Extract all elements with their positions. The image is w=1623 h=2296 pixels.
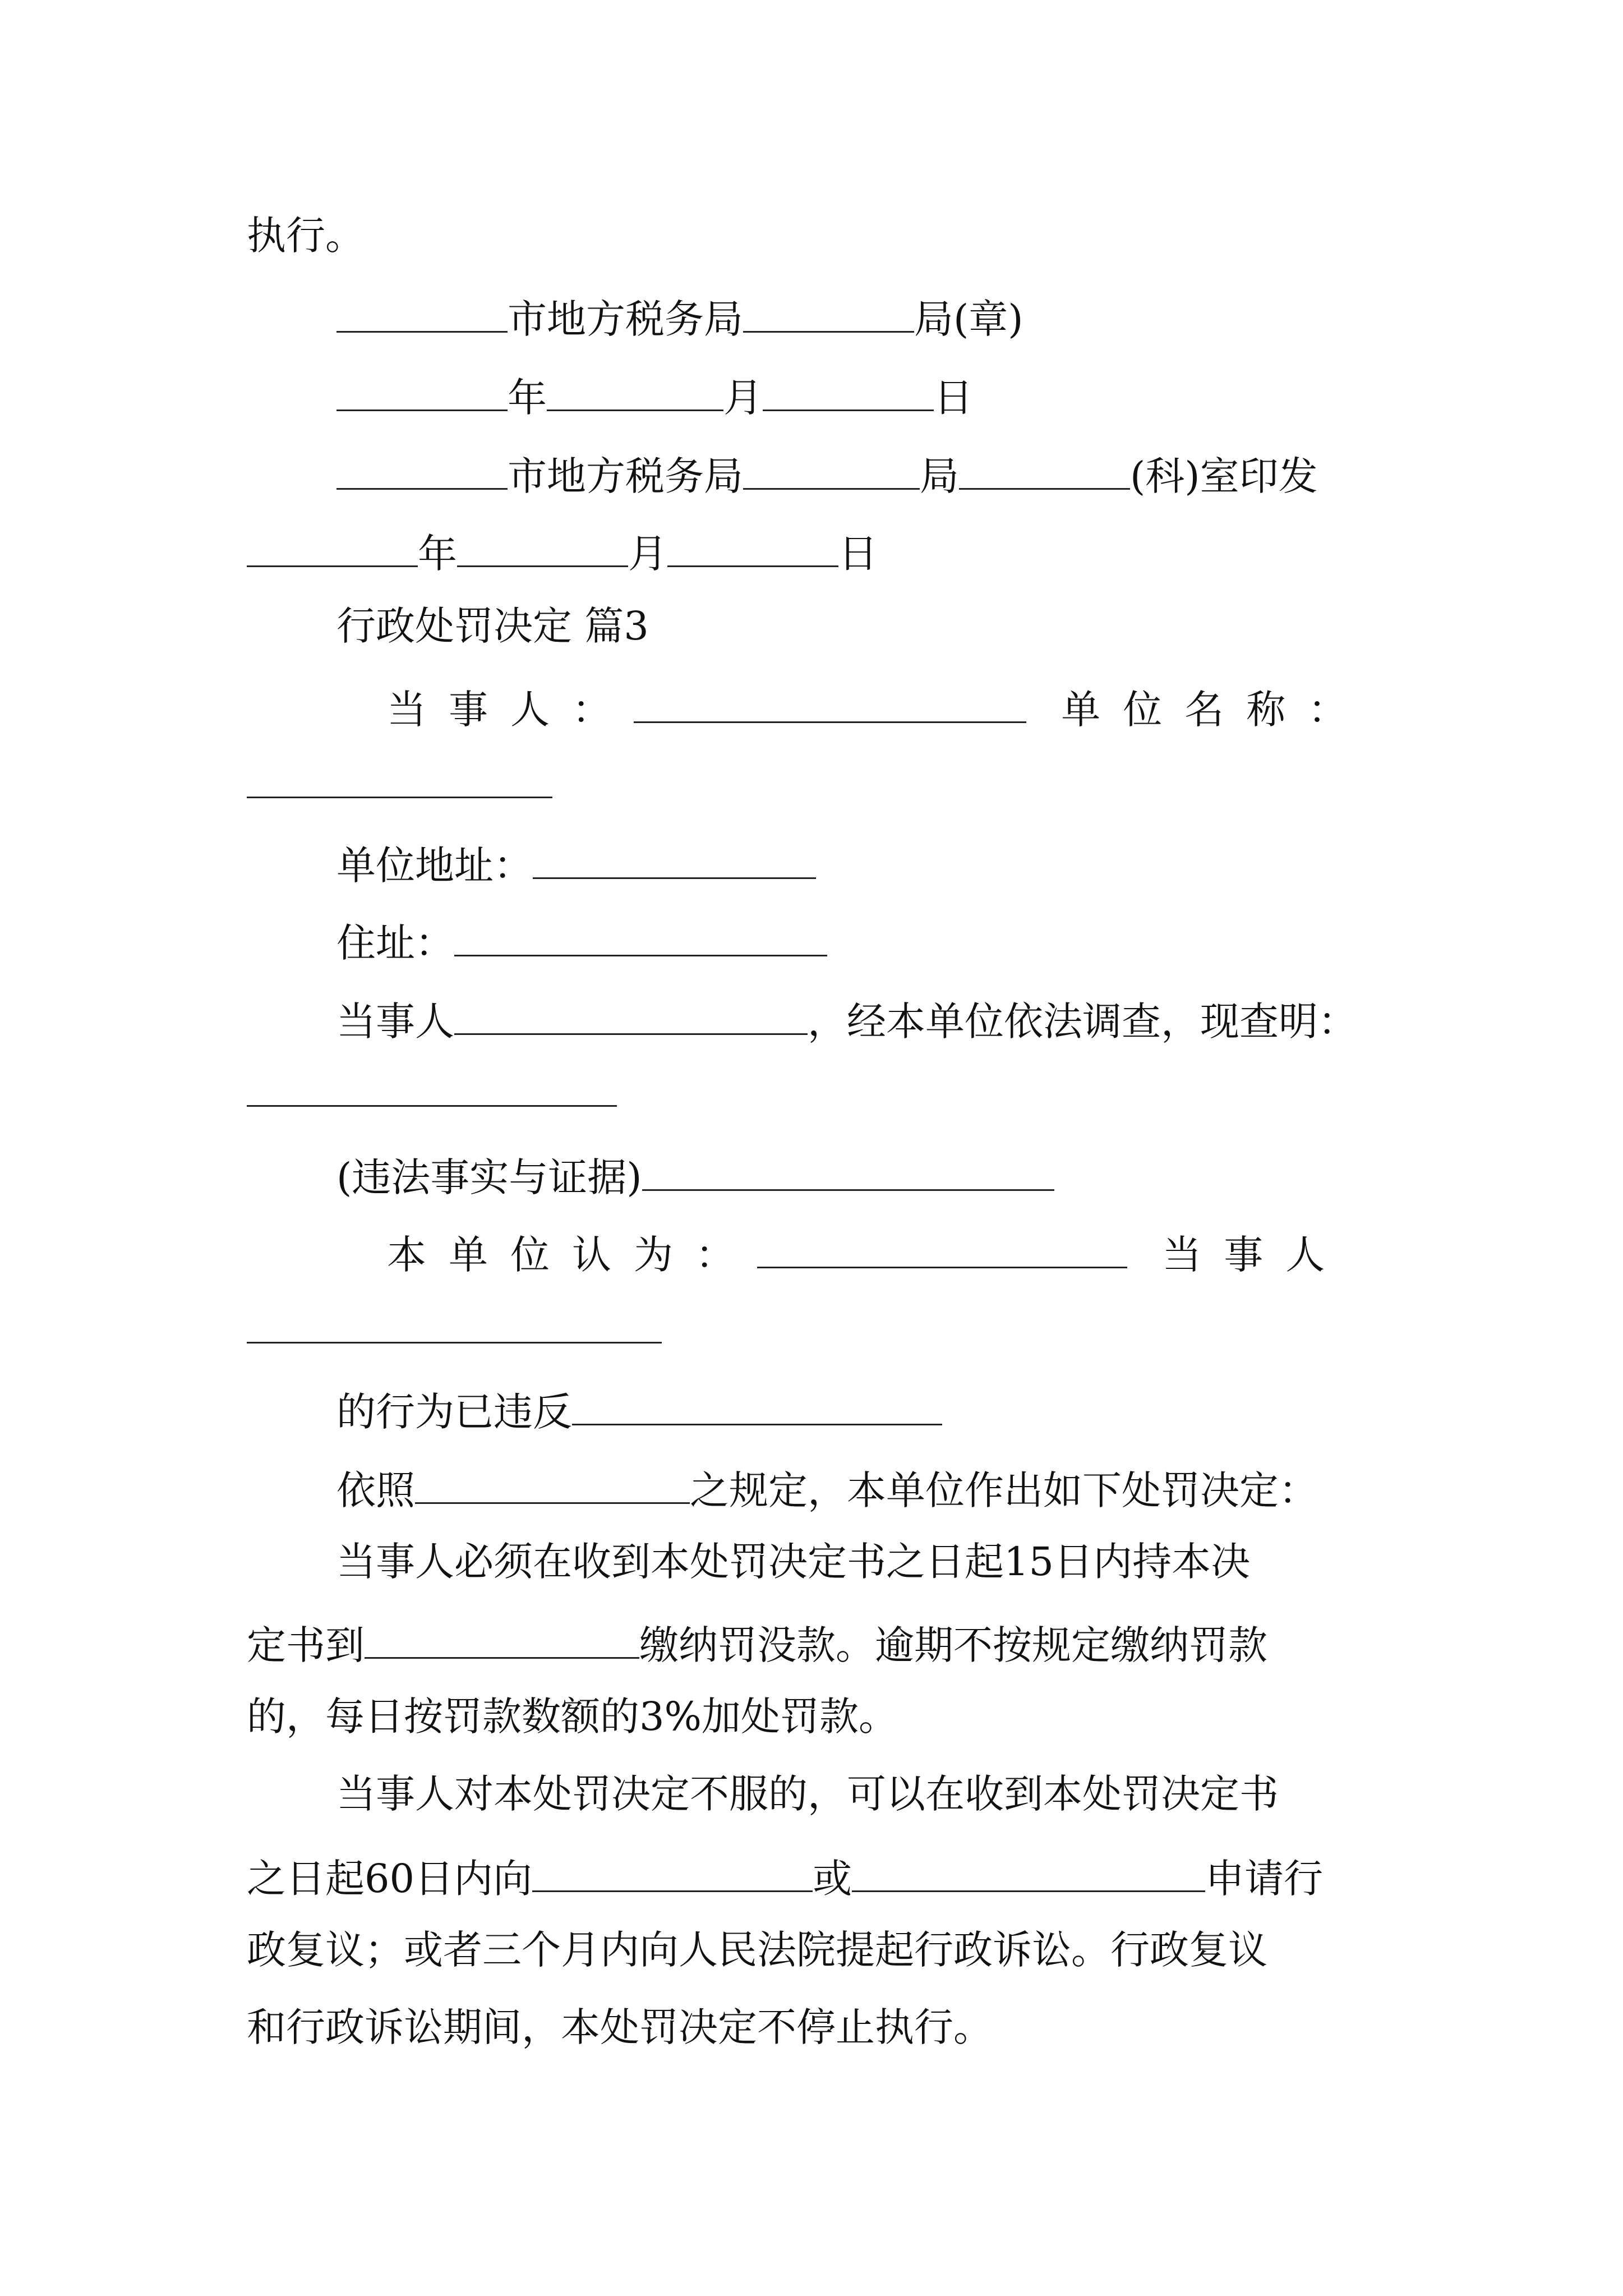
- blank-day: [763, 365, 934, 411]
- blank-review-body-1: [532, 1846, 813, 1892]
- section-title: 行政处罚决定 篇3: [336, 603, 649, 649]
- blank-unit-address: [533, 832, 816, 879]
- violation-line: 的行为已违反: [336, 1379, 942, 1439]
- opinion-line: 本单位认为： 当事人: [387, 1222, 1347, 1282]
- blank-day: [667, 521, 838, 567]
- blank-violated-rule: [572, 1379, 942, 1425]
- blank-office: [959, 443, 1130, 490]
- appeal-para-line-2: 之日起60日内向 或 申请行: [247, 1846, 1323, 1906]
- blank-month: [547, 365, 723, 411]
- basis-line: 依照 之规定，本单位作出如下处罚决定：: [336, 1457, 1318, 1517]
- blank-facts: [642, 1144, 1054, 1191]
- blank-year: [336, 365, 508, 411]
- date-line-2: 年 月 日: [247, 521, 878, 581]
- para-continuation: 执行。: [247, 213, 365, 259]
- party-line: 当事人： 单位名称：: [387, 677, 1370, 737]
- address-line: 住址：: [336, 910, 827, 970]
- blank-review-body-2: [852, 1846, 1205, 1892]
- blank-unit-name: [247, 797, 552, 798]
- appeal-para-line-1: 当事人对本处罚决定不服的，可以在收到本处罚决定书: [336, 1771, 1279, 1817]
- issue-office-line: 市地方税务局 局 (科)室印发: [336, 443, 1318, 503]
- blank-address: [454, 910, 827, 956]
- blank-city: [336, 286, 508, 333]
- blank-findings: [247, 1105, 617, 1107]
- payment-para-line-1: 当事人必须在收到本处罚决定书之日起15日内持本决: [336, 1539, 1251, 1585]
- blank-basis: [415, 1457, 690, 1504]
- blank-party-2: [454, 988, 808, 1035]
- payment-para-line-3: 的，每日按罚款数额的3%加处罚款。: [247, 1694, 898, 1740]
- unit-address-line: 单位地址：: [336, 832, 816, 892]
- blank-month: [457, 521, 628, 567]
- blank-payment-place: [365, 1612, 639, 1659]
- blank-party-3: [247, 1342, 662, 1343]
- date-line-1: 年 月 日: [336, 365, 973, 425]
- facts-evidence-line: (违法事实与证据): [336, 1144, 1054, 1204]
- appeal-para-line-3: 政复议；或者三个月内向人民法院提起行政诉讼。行政复议: [247, 1927, 1267, 1973]
- appeal-para-line-4: 和行政诉讼期间，本处罚决定不停止执行。: [247, 2004, 993, 2050]
- payment-para-line-2: 定书到 缴纳罚没款。逾期不按规定缴纳罚款: [247, 1612, 1267, 1672]
- bureau-seal-line: 市地方税务局 局(章): [336, 286, 1023, 346]
- blank-city: [336, 443, 508, 490]
- blank-year: [247, 521, 418, 567]
- blank-party: [634, 677, 1026, 723]
- investigation-line: 当事人 ，经本单位依法调查，现查明：: [336, 988, 1357, 1048]
- blank-bureau: [743, 286, 914, 333]
- blank-opinion: [757, 1222, 1127, 1268]
- blank-bureau: [743, 443, 920, 490]
